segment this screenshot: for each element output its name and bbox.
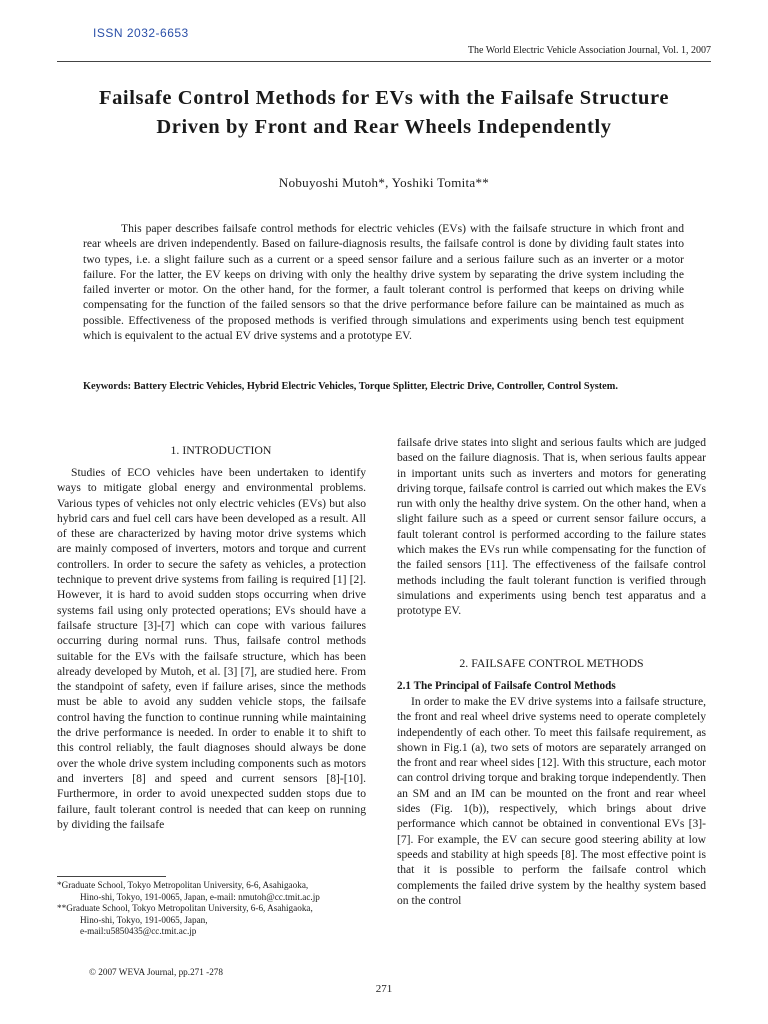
left-column	[57, 465, 366, 832]
title-line-2: Driven by Front and Rear Wheels Independently	[156, 116, 612, 138]
footnote-rule	[57, 876, 166, 877]
footnotes	[57, 880, 377, 938]
authors: Nobuyoshi Mutoh*, Yoshiki Tomita**	[278, 175, 490, 190]
paper-title	[40, 84, 728, 142]
subsection-heading-principal: 2.1 The Principal of Failsafe Control Methods	[397, 680, 616, 692]
right-column-section-2	[397, 694, 706, 908]
issn-label: ISSN 2032-6653	[93, 26, 189, 40]
header-rule	[57, 61, 711, 62]
section-2-1-paragraph: In order to make the EV drive systems into a failsafe structure, the front and real wheel drive systems need to operate completely independently of each other. To meet this failsafe requirement, as shown in Fig.1 (a), two sets of motors are separately arranged on the front and rear wheel sides [12]. With this structure, each motor can control driving torque and braking torque independently. Then an SM and an IM can be mounted on the front and rear wheel sides (Fig. 1(b)), respectively, which brings about drive performance which cannot be obtained in conventional EVs [3]-[7]. For example, the EV can secure good steering ability at low speeds and stability at high speeds [8]. The most effective point is that it is possible to perform the failsafe control which complements the failed drive system by the healthy system based on the control	[397, 695, 706, 907]
right-column	[397, 435, 706, 619]
keywords: Keywords: Battery Electric Vehicles, Hybrid Electric Vehicles, Torque Splitter, Electric Drive, Controller, Control System.	[83, 381, 618, 392]
intro-paragraph: Studies of ECO vehicles have been undertaken to identify ways to mitigate global energy and environmental problems. Various types of vehicles not only electric vehicles (EVs) but also hybrid cars and fuel cell cars have been developed as a result. All of these are characterized by having motor drive systems which are mainly composed of inverters, motors and torque and current controllers. In order to secure the safety as vehicles, a protection technique to prevent drive systems from failing is required [1] [2]. However, it is hard to avoid sudden stops occurring when drive systems fail using only protected operations; EVs should have a failsafe structure [3]-[7] which can cope with various failures occurring during normal runs. Thus, failsafe control methods suitable for the EVs with the failsafe structure, which has been already developed by Mutoh, et al. [3] [7], are studied here. From the standpoint of safety, even if failure arises, since the methods must be able to avoid any sudden vehicle stops, the failsafe control having the function to continue running while maintaining the drive performance is needed. In order to enable it to shift to this control reliably, the fault diagnoses should always be done over the whole drive system including components such as motors and inverters [8] and speed and current sensors [8]-[10]. Furthermore, in order to avoid unexpected sudden stops due to failure, fault tolerant control is needed that can keep on running by dividing the failsafe	[57, 466, 366, 831]
intro-continuation-paragraph: failsafe drive states into slight and serious faults which are judged based on the failure diagnosis. That is, when serious faults appear in important units such as inverters and motors for generating driving torque, failsafe control is carried out which makes the EVs run with only the healthy drive system. On the other hand, when a slight failure such as a speed or current sensor failure occurs, a fault tolerant control is performed according to the failure states which makes the EVs run while compensating for the function of the failed sensors [11]. The effectiveness of the failsafe control methods including the fault tolerant function is verified through simulations and experiments using bench test apparatus and a prototype EV.	[397, 436, 706, 618]
page-number: 271	[375, 983, 393, 995]
footnote-2-line-2: Hino-shi, Tokyo, 191-0065, Japan,	[80, 914, 208, 925]
copyright-notice: © 2007 WEVA Journal, pp.271 -278	[89, 967, 223, 977]
footnote-2-line-1: **Graduate School, Tokyo Metropolitan University, 6-6, Asahigaoka,	[57, 903, 313, 913]
section-heading-failsafe-control: 2. FAILSAFE CONTROL METHODS	[459, 656, 644, 670]
journal-citation: The World Electric Vehicle Association Journal, Vol. 1, 2007	[467, 45, 711, 56]
footnote-1-line-2: Hino-shi, Tokyo, 191-0065, Japan, e-mail: nmutoh@cc.tmit.ac.jp	[80, 891, 320, 902]
abstract: This paper describes failsafe control methods for electric vehicles (EVs) with the failsafe structure in which front and rear wheels are driven independently. Based on failure-diagnosis results, the failsafe control is done by dividing fault states into two types, i.e. a slight failure such as a current or a speed sensor failure and a serious failure such as an inverter or a motor failure. For the latter, the EV keeps on driving with only the healthy drive system by separating the drive system including the failed inverter or motor. On the other hand, for the former, a fault tolerant control is performed that keeps on driving while compensating for the function of the failed sensors so that the drive performance before failure can be maintained as much as possible. Effectiveness of the proposed methods is verified through simulations and experiments using bench test equipment which is equivalent to the actual EV drive systems and a prototype EV.	[83, 222, 684, 343]
title-line-1: Failsafe Control Methods for EVs with the Failsafe Structure	[98, 87, 670, 109]
section-heading-introduction: 1. INTRODUCTION	[170, 443, 272, 457]
footnote-1-line-1: *Graduate School, Tokyo Metropolitan University, 6-6, Asahigaoka,	[57, 880, 309, 890]
footnote-2-line-3: e-mail:u5850435@cc.tmit.ac.jp	[80, 926, 197, 936]
